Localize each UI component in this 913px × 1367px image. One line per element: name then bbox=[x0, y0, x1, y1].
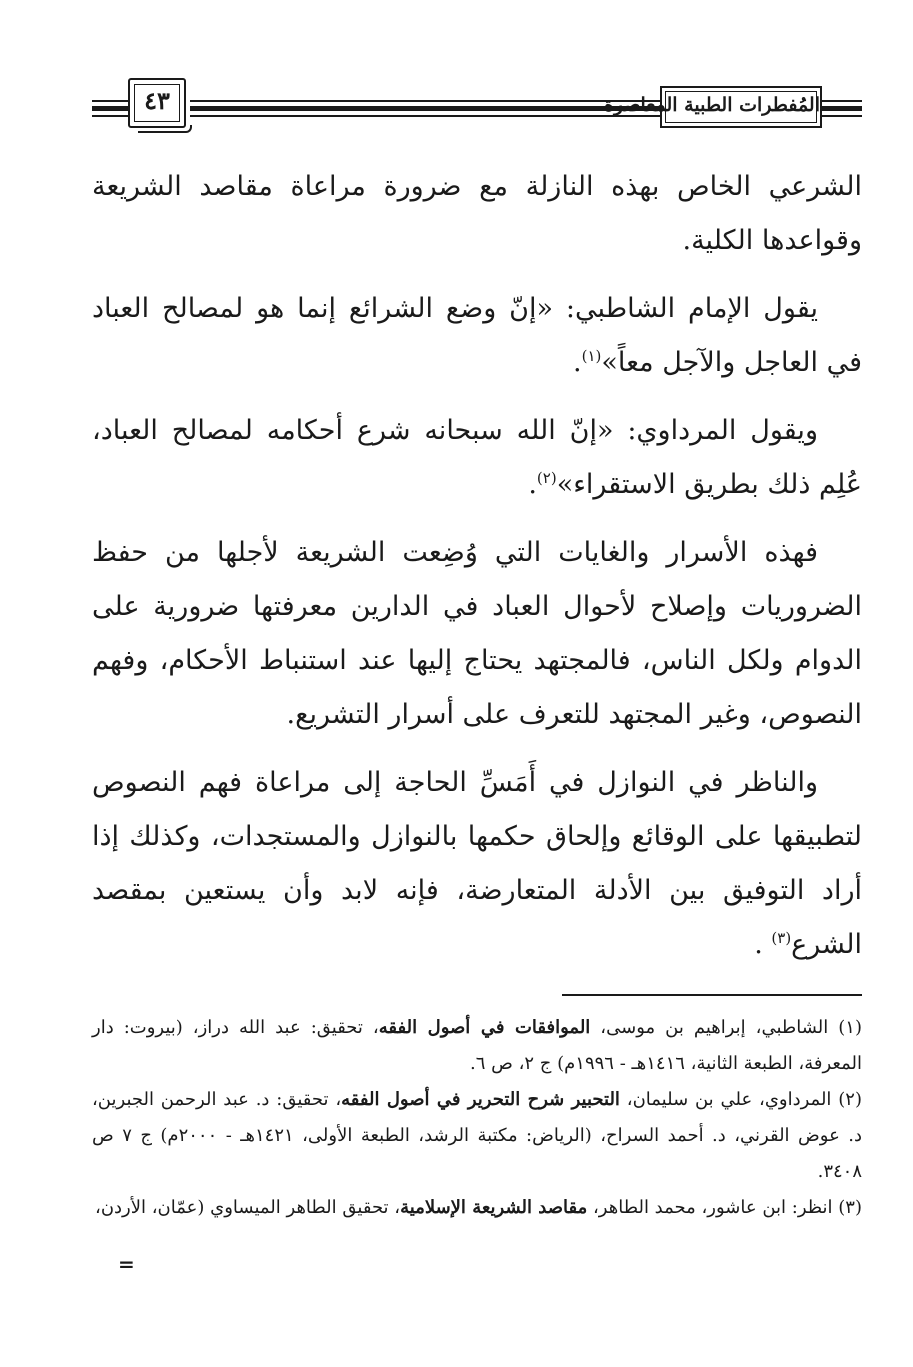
header-rule bbox=[92, 106, 128, 111]
footnote bbox=[92, 1190, 862, 1226]
footnote-text: ، تحقيق: د. عبد الرحمن الجبرين، د. عوض القرني، د. أحمد السراح، (الرياض: مكتبة الرشد، الطبعة الأولى، ١٤٢١هـ - ٢٠٠٠م) ج ٧ ص ٣٤٠٨. bbox=[92, 1089, 862, 1182]
page-number: ٤٣ bbox=[144, 86, 170, 115]
footnote-text: انظر: ابن عاشور، محمد الطاهر، bbox=[587, 1197, 839, 1218]
footnote-text: ، تحقيق الطاهر الميساوي (عمّان، الأردن، bbox=[95, 1197, 401, 1218]
paragraph-text: ويقول المرداوي: «إنّ الله سبحانه شرع أحكامه لمصالح العباد، عُلِم ذلك بطريق الاستقراء» bbox=[92, 415, 862, 500]
paragraph bbox=[92, 282, 862, 390]
page-number-frame bbox=[128, 78, 186, 128]
paragraph-text: يقول الإمام الشاطبي: «إنّ وضع الشرائع إنما هو لمصالح العباد في العاجل والآجل معاً» bbox=[92, 293, 862, 378]
footnotes bbox=[92, 1010, 862, 1226]
header-rule bbox=[92, 100, 128, 102]
paragraph bbox=[92, 404, 862, 512]
paragraph bbox=[92, 526, 862, 742]
footnote-separator bbox=[562, 994, 862, 996]
header-rule bbox=[822, 100, 862, 102]
header-rule bbox=[190, 100, 660, 102]
footnote-text: ، تحقيق: عبد الله دراز، (بيروت: دار المعرفة، الطبعة الثانية، ١٤١٦هـ - ١٩٩٦م) ج ٢، ص ٦. bbox=[92, 1017, 862, 1074]
header-rule bbox=[822, 115, 862, 117]
running-title: المُفطرات الطبية المعاصرة bbox=[603, 94, 820, 116]
running-title-frame bbox=[603, 86, 822, 128]
paragraph-end: . bbox=[754, 929, 772, 960]
footnote-ref[interactable]: (٣) bbox=[771, 929, 792, 947]
footnote bbox=[92, 1010, 862, 1082]
paragraph-text: فهذه الأسرار والغايات التي وُضِعت الشريعة لأجلها من حفظ الضروريات وإصلاح لأحوال العباد في الدارين معرفتها ضرورية على الدوام ولكل الناس، فالمجتهد يحتاج إليها عند استنباط الأحكام، وفهم النصوص، وغير المجتهد للتعرف على أسرار التشريع. bbox=[92, 537, 862, 730]
header-rule bbox=[190, 115, 660, 117]
footnote-book-title: الموافقات في أصول الفقه bbox=[378, 1017, 591, 1038]
paragraph bbox=[92, 756, 862, 972]
main-text bbox=[92, 160, 862, 986]
continuation-mark: = bbox=[118, 1252, 135, 1276]
footnote-book-title: التحبير شرح التحرير في أصول الفقه bbox=[341, 1089, 620, 1110]
paragraph-text: والناظر في النوازل في أَمَسِّ الحاجة إلى مراعاة فهم النصوص لتطبيقها على الوقائع وإلحاق حكمها بالنوازل والمستجدات، وكذلك إذا أراد التوفيق بين الأدلة المتعارضة، فإنه لابد وأن يستعين بمقصد الشرع bbox=[92, 767, 862, 960]
header-rule bbox=[92, 115, 128, 117]
header-rule bbox=[190, 106, 660, 111]
running-header bbox=[92, 72, 862, 132]
footnote-ref[interactable]: (٢) bbox=[536, 469, 557, 487]
paragraph-end: . bbox=[528, 469, 537, 500]
footnote-book-title: مقاصد الشريعة الإسلامية bbox=[400, 1197, 588, 1218]
footnote-marker: (١) bbox=[838, 1017, 862, 1038]
footnote-text: الشاطبي، إبراهيم بن موسى، bbox=[590, 1017, 839, 1038]
footnote-marker: (٣) bbox=[838, 1197, 862, 1218]
paragraph-text: الشرعي الخاص بهذه النازلة مع ضرورة مراعاة مقاصد الشريعة وقواعدها الكلية. bbox=[92, 171, 862, 256]
footnote-marker: (٢) bbox=[838, 1089, 862, 1110]
paragraph bbox=[92, 160, 862, 268]
footnote bbox=[92, 1082, 862, 1190]
paragraph-end: . bbox=[573, 347, 582, 378]
footnote-ref[interactable]: (١) bbox=[581, 347, 602, 365]
header-rule bbox=[822, 106, 862, 111]
footnote-text: المرداوي، علي بن سليمان، bbox=[619, 1089, 839, 1110]
